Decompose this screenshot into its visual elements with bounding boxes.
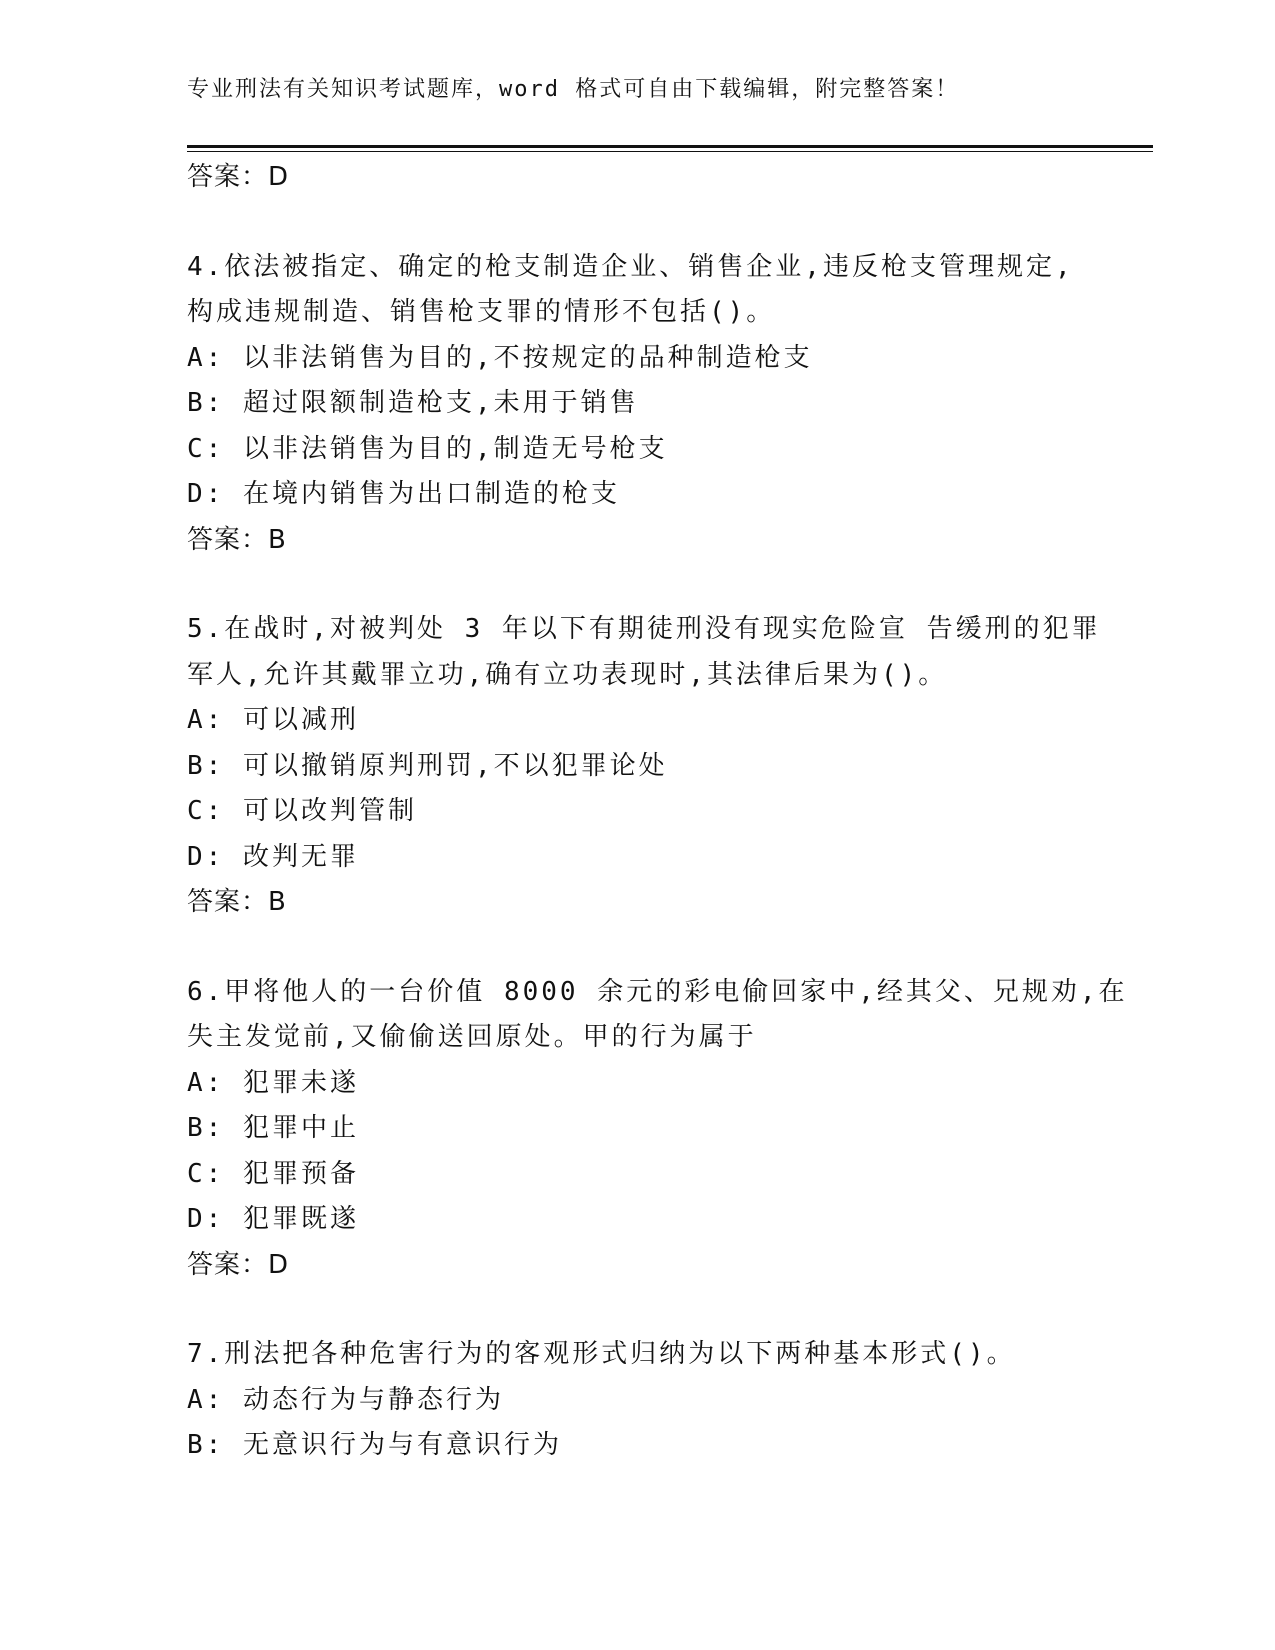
question-stem: 4.依法被指定、确定的枪支制造企业、销售企业,违反枪支管理规定, (187, 251, 1074, 282)
answer-line: 答案：B (187, 524, 287, 555)
option-line: C: 可以改判管制 (187, 796, 417, 826)
spacer (187, 201, 1087, 245)
question-list (187, 155, 1128, 1469)
question-stem: 5.在战时,对被判处 3 年以下有期徒刑没有现实危险宣 告缓刑的犯罪 (187, 614, 1101, 644)
spacer (187, 926, 1087, 970)
option-line: B: 超过限额制造枪支,未用于销售 (187, 388, 639, 418)
option-line: C: 犯罪预备 (187, 1158, 359, 1189)
option-line: B: 可以撤销原判刑罚,不以犯罪论处 (187, 750, 668, 781)
question-stem: 构成违规制造、销售枪支罪的情形不包括()。 (187, 297, 776, 327)
question-stem: 失主发觉前,又偷偷送回原处。甲的行为属于 (187, 1022, 757, 1052)
option-line: A: 犯罪未遂 (187, 1067, 359, 1098)
answer-line: 答案：B (187, 887, 287, 917)
answer-line: 答案：D (187, 162, 290, 192)
option-line: D: 在境内销售为出口制造的枪支 (187, 479, 620, 509)
question-stem: 6.甲将他人的一台价值 8000 余元的彩电偷回家中,经其父、兄规劝,在 (187, 976, 1128, 1007)
option-line: A: 以非法销售为目的,不按规定的品种制造枪支 (187, 342, 813, 373)
spacer (187, 563, 1087, 607)
question-stem: 军人,允许其戴罪立功,确有立功表现时,其法律后果为()。 (187, 659, 948, 690)
question-stem: 7.刑法把各种危害行为的客观形式归纳为以下两种基本形式()。 (187, 1339, 1016, 1369)
option-line: D: 改判无罪 (187, 841, 359, 872)
header-divider (187, 145, 1153, 152)
page-header: 专业刑法有关知识考试题库，word 格式可自由下载编辑，附完整答案！ (187, 77, 960, 102)
option-line: A: 动态行为与静态行为 (187, 1384, 504, 1415)
option-line: B: 无意识行为与有意识行为 (187, 1430, 562, 1460)
spacer (187, 1288, 1087, 1332)
answer-line: 答案：D (187, 1249, 290, 1280)
option-line: C: 以非法销售为目的,制造无号枪支 (187, 433, 668, 464)
option-line: A: 可以减刑 (187, 705, 359, 735)
option-line: D: 犯罪既遂 (187, 1204, 359, 1234)
option-line: B: 犯罪中止 (187, 1113, 359, 1143)
